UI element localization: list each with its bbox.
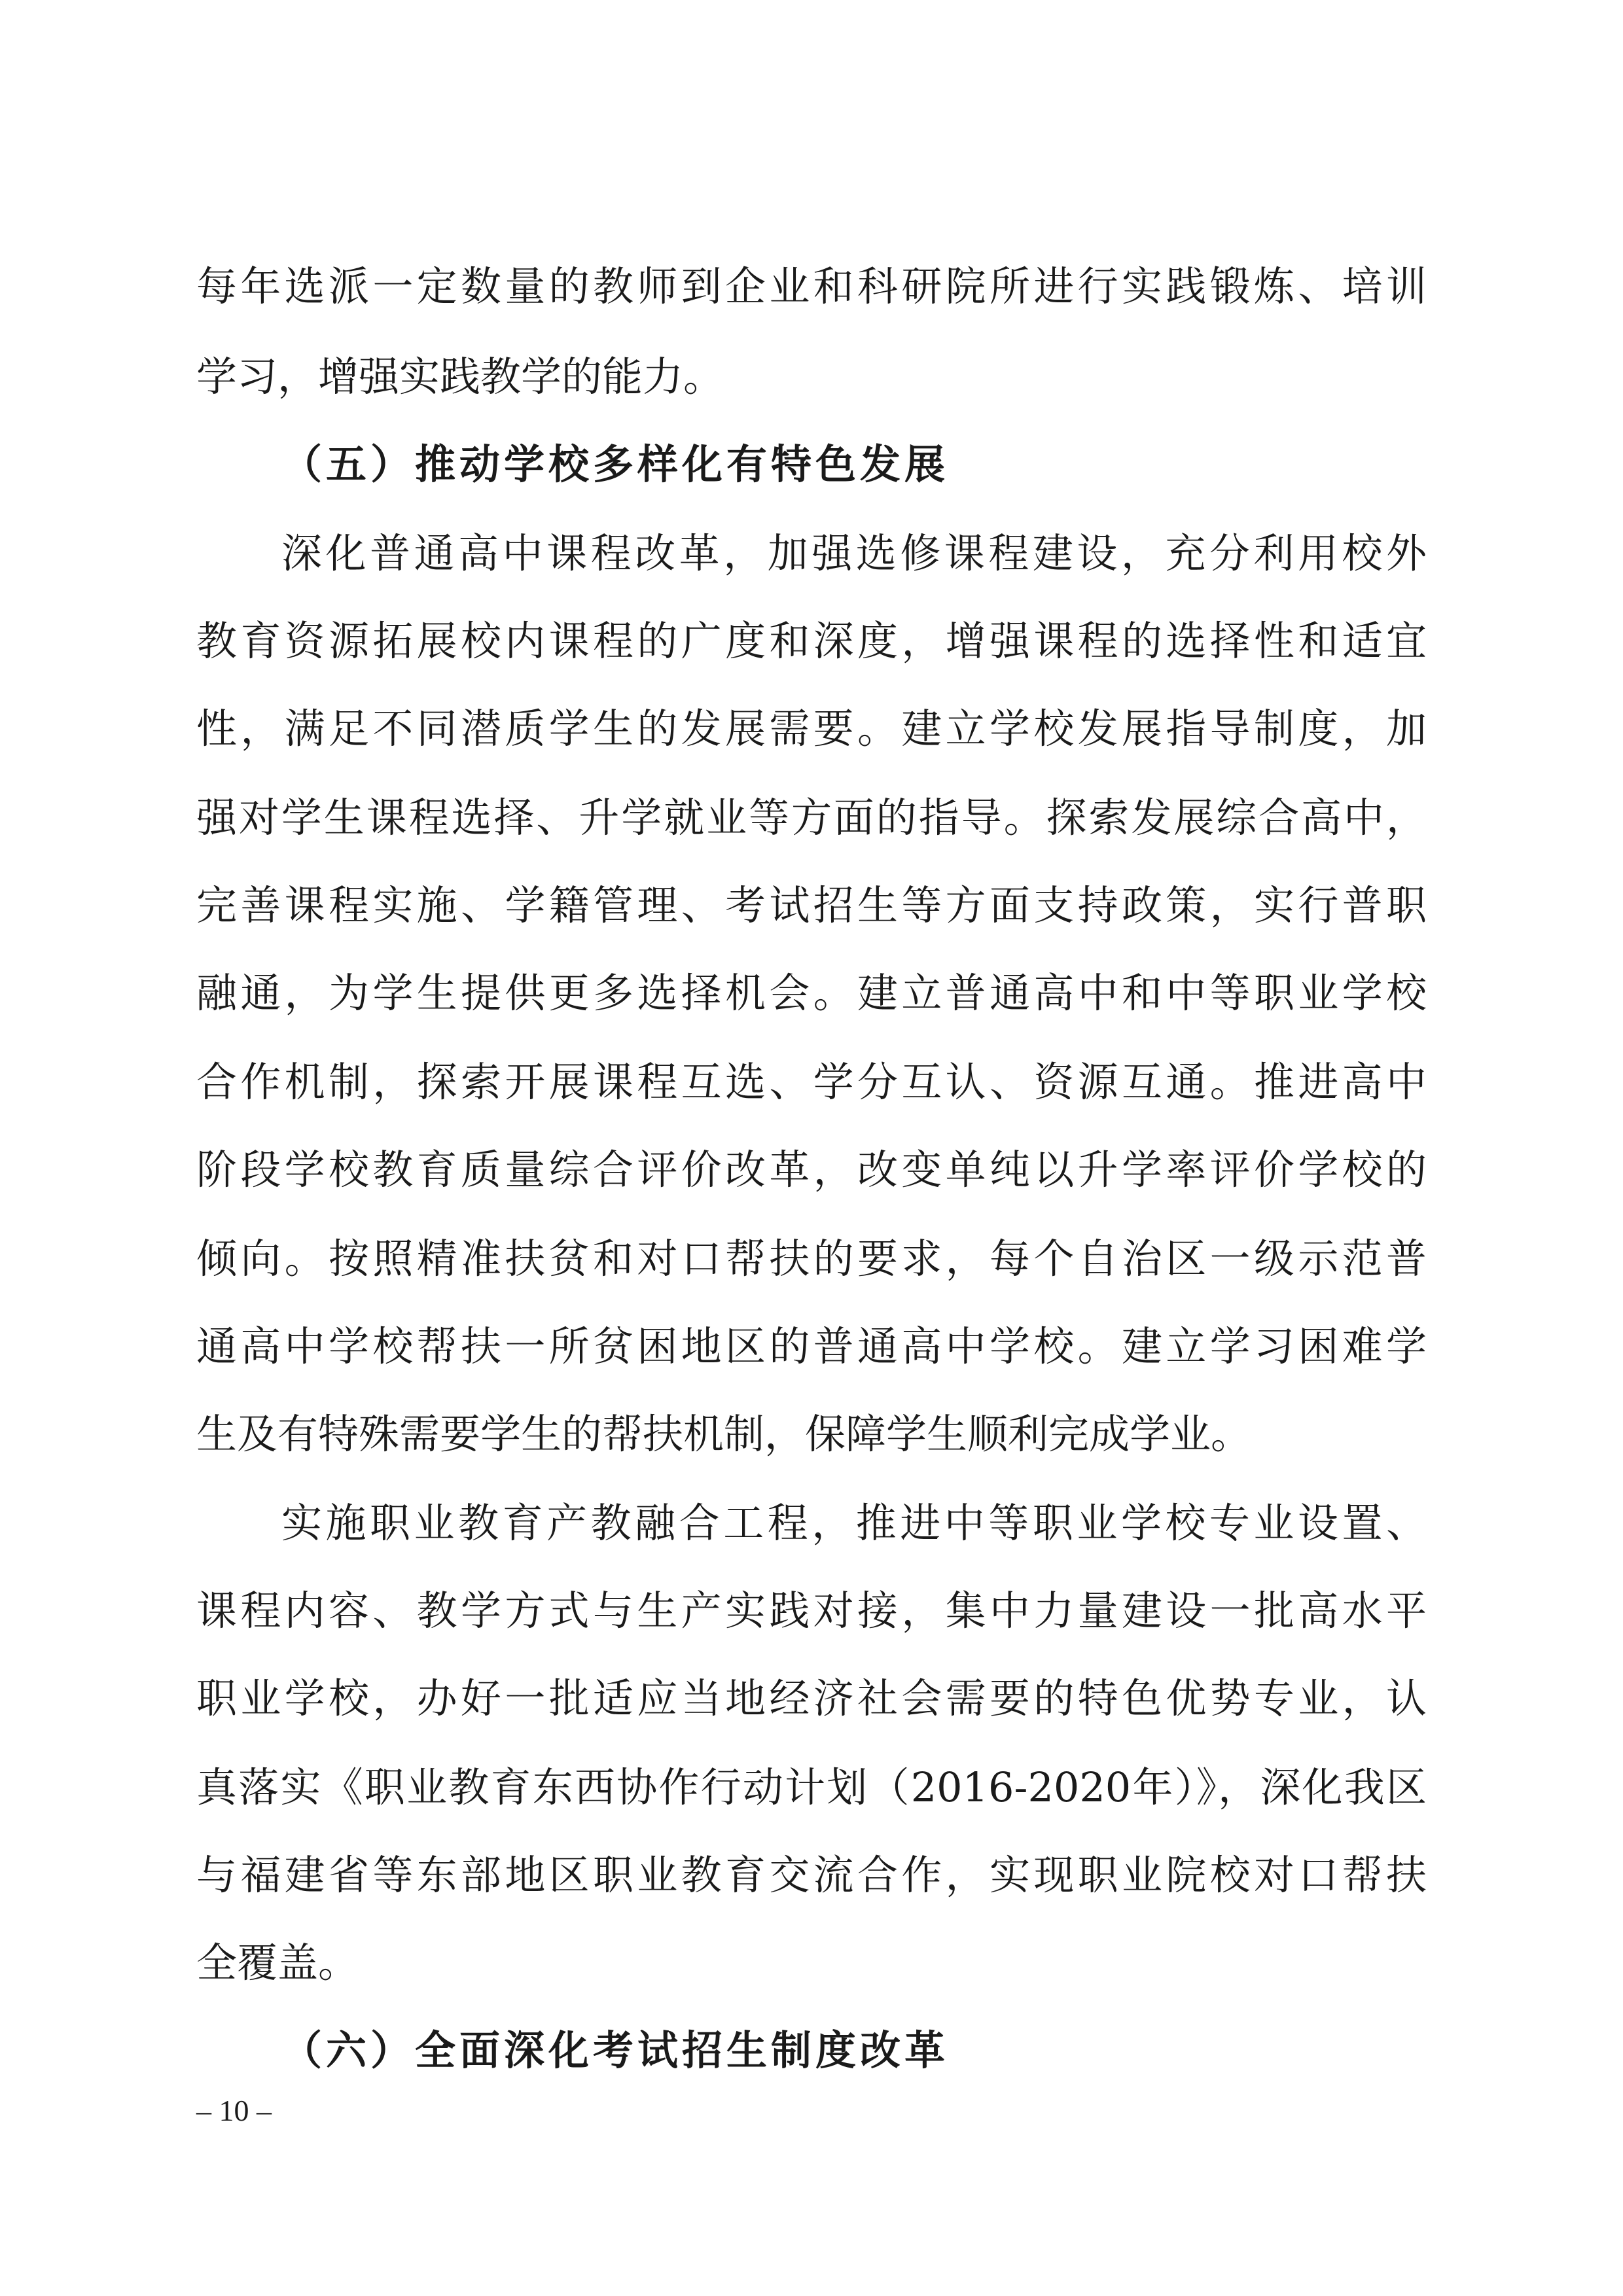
paragraph-line: 教育资源拓展校内课程的广度和深度，增强课程的选择性和适宜 (196, 617, 1427, 665)
paragraph-line: 与福建省等东部地区职业教育交流合作，实现职业院校对口帮扶 (196, 1851, 1427, 1899)
paragraph-line: 实施职业教育产教融合工程，推进中等职业学校专业设置、 (281, 1499, 1427, 1547)
paragraph-line: 深化普通高中课程改革，加强选修课程建设，充分利用校外 (281, 529, 1427, 577)
paragraph-line: 强对学生课程选择、升学就业等方面的指导。探索发展综合高中， (196, 794, 1427, 841)
section-heading: （五）推动学校多样化有特色发展 (281, 440, 950, 488)
paragraph-line: 完善课程实施、学籍管理、考试招生等方面支持政策，实行普职 (196, 881, 1427, 929)
paragraph-line: 倾向。按照精准扶贫和对口帮扶的要求，每个自治区一级示范普 (196, 1235, 1427, 1282)
paragraph-line: 性，满足不同潜质学生的发展需要。建立学校发展指导制度，加 (196, 705, 1427, 752)
paragraph-line: 职业学校，办好一批适应当地经济社会需要的特色优势专业，认 (196, 1674, 1427, 1722)
paragraph-line: 融通，为学生提供更多选择机会。建立普通高中和中等职业学校 (196, 969, 1427, 1017)
page-number: – 10 – (196, 2094, 272, 2127)
paragraph-line: 全覆盖。 (196, 1939, 359, 1987)
paragraph-line: 合作机制，探索开展课程互选、学分互认、资源互通。推进高中 (196, 1058, 1427, 1106)
section-heading: （六）全面深化考试招生制度改革 (281, 2026, 950, 2074)
paragraph-line: 生及有特殊需要学生的帮扶机制，保障学生顺利完成学业。 (196, 1410, 1252, 1458)
paragraph-line: 通高中学校帮扶一所贫困地区的普通高中学校。建立学习困难学 (196, 1322, 1427, 1370)
paragraph-line: 学习，增强实践教学的能力。 (196, 353, 724, 400)
paragraph-line: 阶段学校教育质量综合评价改革，改变单纯以升学率评价学校的 (196, 1146, 1427, 1193)
paragraph-line: 真落实《职业教育东西协作行动计划（2016-2020年）》，深化我区 (196, 1763, 1427, 1811)
paragraph-line: 课程内容、教学方式与生产实践对接，集中力量建设一批高水平 (196, 1587, 1427, 1634)
paragraph-line: 每年选派一定数量的教师到企业和科研院所进行实践锻炼、培训 (196, 262, 1427, 310)
